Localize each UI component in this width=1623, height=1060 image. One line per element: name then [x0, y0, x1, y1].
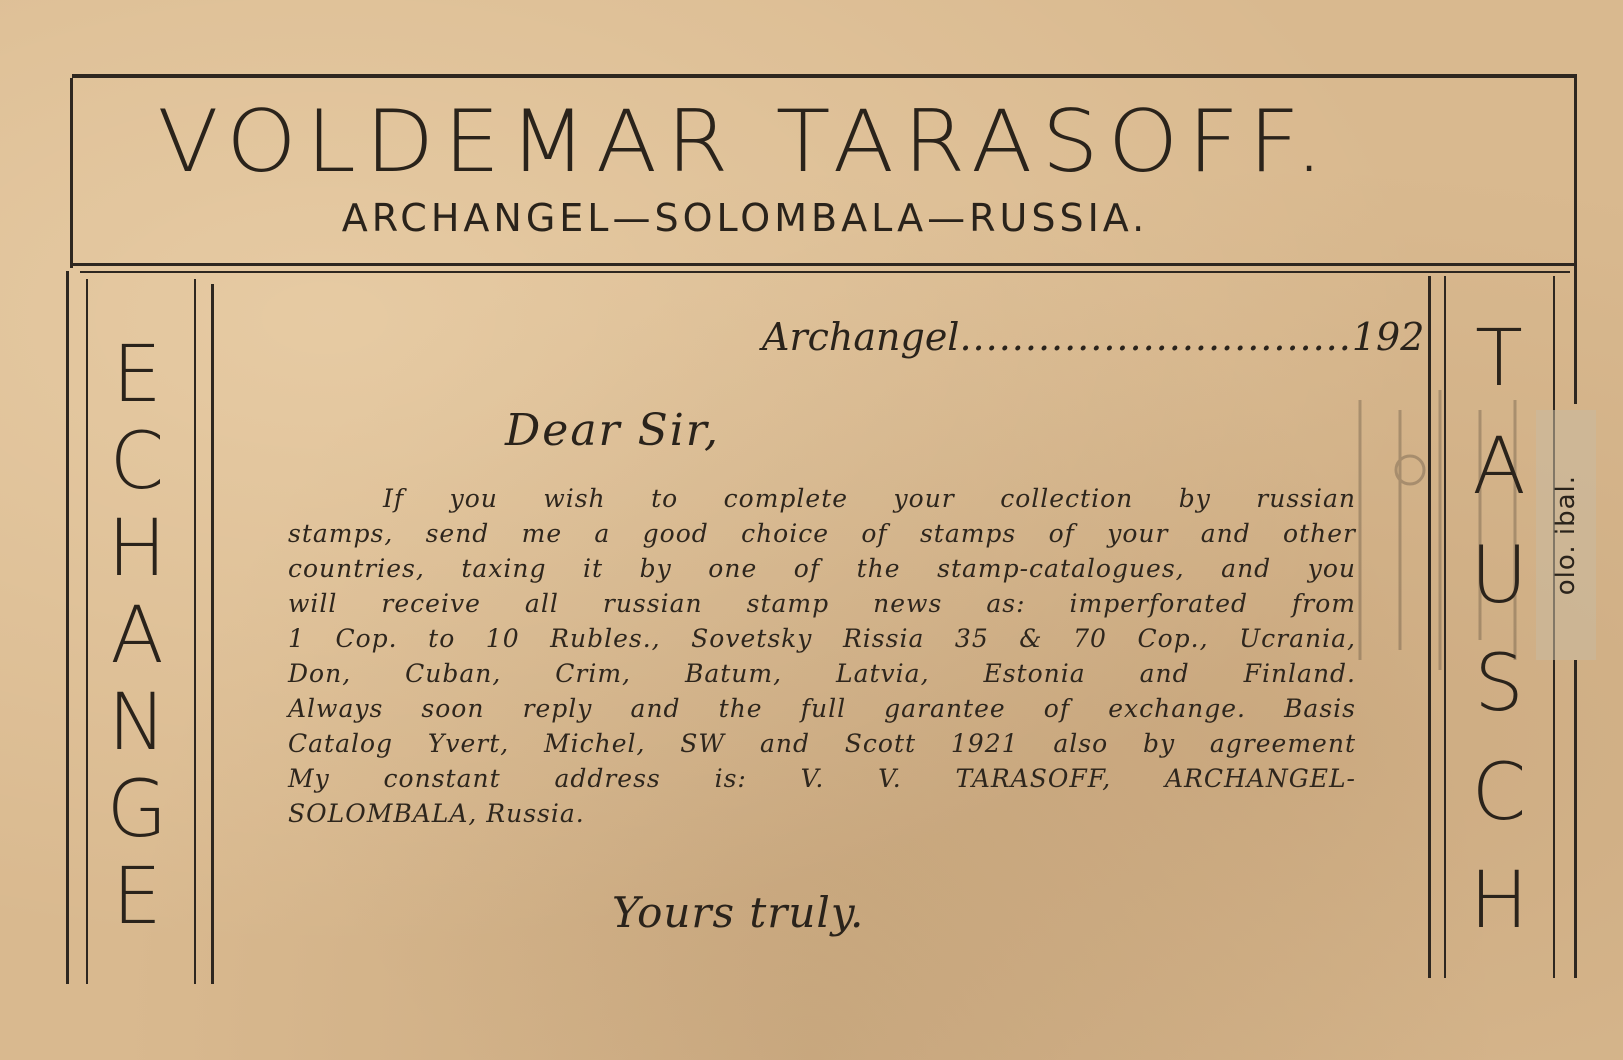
body-line: stamps, send me a good choice of stamps of your and other — [288, 519, 1356, 548]
tape-label: olo. ibal. — [1551, 474, 1581, 596]
left-frame-outer — [66, 271, 69, 984]
dateline — [762, 315, 1424, 359]
side-letter: T — [1475, 314, 1523, 404]
left-frame-inner — [86, 279, 88, 984]
left-frame-rule-1 — [194, 279, 196, 984]
side-word-tausch — [1462, 314, 1536, 946]
header-title: VOLDEMAR TARASOFF. — [157, 92, 1333, 192]
side-letter: A — [1472, 422, 1526, 513]
right-frame-rule-2 — [1444, 276, 1446, 978]
salutation: Dear Sir, — [505, 405, 720, 456]
right-frame-rule-1 — [1428, 276, 1431, 978]
left-frame-rule-2 — [211, 284, 214, 984]
side-letter: H — [1469, 855, 1529, 946]
side-letter: S — [1474, 639, 1524, 730]
side-word-echange — [100, 330, 174, 942]
letter-body — [288, 481, 1356, 831]
dateline-dots: .............................. — [959, 315, 1352, 359]
side-letter: C — [1471, 747, 1527, 838]
side-letter: E — [112, 330, 162, 420]
header-right-rule — [1574, 74, 1577, 404]
header-top-rule — [72, 74, 1577, 78]
body-line: My constant address is: V. V. TARASOFF, ARCHANGEL- — [288, 764, 1356, 793]
side-letter: U — [1470, 530, 1528, 621]
dateline-year: 192 — [1351, 315, 1425, 359]
body-line: SOLOMBALA, Russia. — [288, 799, 585, 828]
body-line: If you wish to complete your collection by russian — [383, 484, 1356, 513]
side-letter: E — [112, 852, 162, 942]
closing: Yours truly. — [612, 888, 865, 937]
side-letter: A — [110, 591, 164, 681]
body-line: Catalog Yvert, Michel, SW and Scott 1921 also by agreement — [288, 729, 1356, 758]
body-line: 1 Cop. to 10 Rubles., Sovetsky Rissia 35 & 70 Cop., Ucrania, — [288, 624, 1356, 653]
body-line: Don, Cuban, Crim, Batum, Latvia, Estonia and Finland. — [288, 659, 1356, 688]
tape-strip — [1536, 410, 1596, 660]
header-subtitle: ARCHANGEL—SOLOMBALA—RUSSIA. — [341, 196, 1149, 240]
side-letter: N — [107, 678, 167, 768]
dateline-place: Archangel — [762, 315, 960, 359]
right-frame-outer — [1574, 660, 1577, 978]
header-bottom-rule — [70, 263, 1575, 266]
body-line: countries, taxing it by one of the stamp-catalogues, and you — [288, 554, 1356, 583]
side-letter: G — [106, 765, 168, 855]
body-line: will receive all russian stamp news as: imperforated from — [288, 589, 1356, 618]
body-line: Always soon reply and the full garantee of exchange. Basis — [288, 694, 1356, 723]
side-letter: H — [107, 504, 167, 594]
header-bottom-rule-2 — [80, 271, 1570, 273]
side-letter: C — [109, 417, 165, 507]
